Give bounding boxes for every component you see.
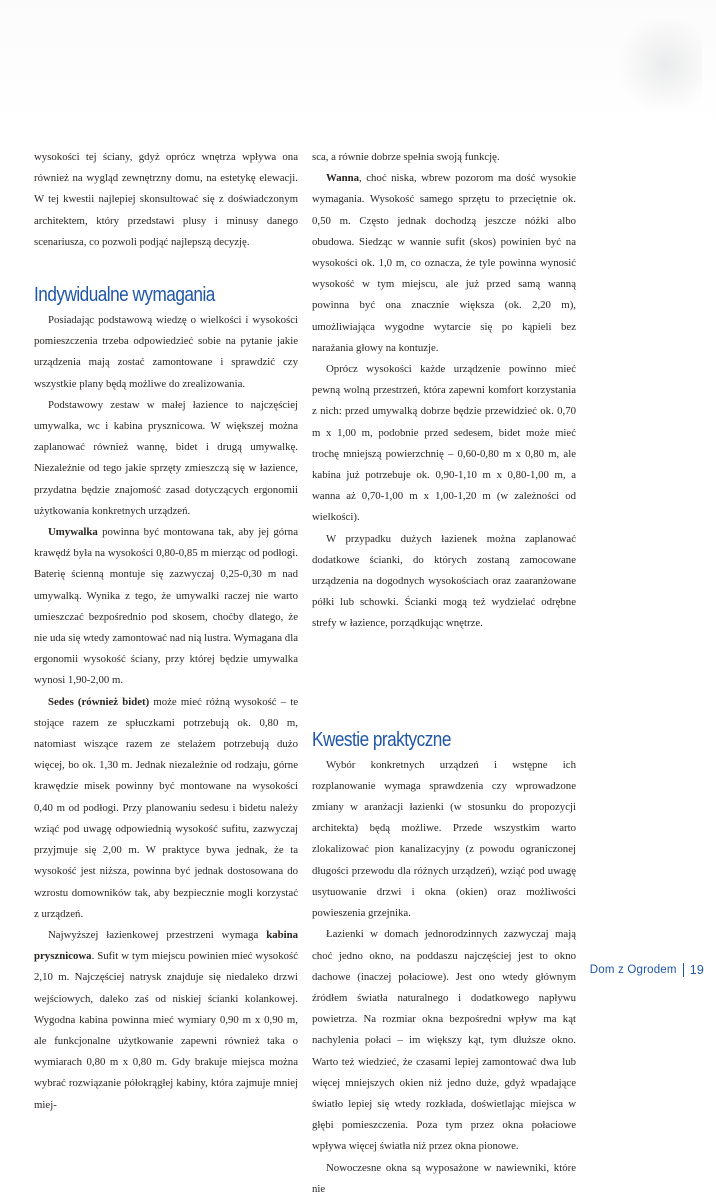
page-footer [590,963,704,977]
footer-divider [683,963,684,977]
bathtub-text: , choć niska, wbrew pozorom ma dość wysokie wymagania. Wysokość samego sprzętu to przeciętnie ok. 0,50 m. Często jednak dochodzą jeszcze nóżki albo obudowa. Siedząc w wannie sufit (skos) powinien być na wysokości ok. 1,0 m, co oznacza, że tyle powinna wynosić wysokość w tym miejscu, ale już przed samą wanną powinna być ona znacznie większa (ok. 2,20 m), umożliwiająca wygodne wytarcie się po kąpieli bez narażania głowy na kontuzje. [312,172,576,354]
magazine-name: Dom z Ogrodem [589,964,677,976]
page-number: 19 [689,963,704,977]
paragraph-windows: Łazienki w domach jednorodzinnych zazwyczaj mają choć jedno okno, na poddaszu najczęściej jest to okno dachowe (inaczej połaciowe). Jest ono wtedy głównym źródłem światła naturalnego i dodatkowego napływu powietrza. Na rozmiar okna bezpośredni wpływ ma kąt nachylenia połaci – im większy kąt, tym dłuższe okno. Warto też wiedzieć, że czasami lepiej zamontować dwa lub więcej mniejszych okien niż jedno duże, gdyż wpadające światło lepiej się wtedy rozkłada, doświetlając miejsca w głębi pomieszczenia. Poza tym przez okna połaciowe wpływa więcej światła niż przez okna pionowe. [312,928,576,1153]
term-toilet: Sedes (również bidet) [48,695,150,708]
toilet-text: może mieć różną wysokość – te stojące razem ze spłuczkami potrzebują ok. 0,80 m, natomiast wiszące razem ze stelażem potrzebują dużo więcej, bo ok. 1,30 m. Jednak niezależnie od rodzaju, górne krawędzie misek powinny być montowane na wysokości 0,40 m od podłogi. Przy planowaniu sedesu i bidetu należy wziąć pod uwagę odpowiednią wysokość sufitu, zazwyczaj przyjmuje się 2,00 m. W praktyce bywa jednak, że ta wysokość jest niższa, powinna być jednak dostosowana do wzrostu domowników tak, aby bezpiecznie mogli korzystać z urządzeń. [34,695,299,920]
paragraph-shower [34,925,298,1116]
term-bathtub: Wanna [326,172,360,185]
term-shower: kabina prysznicowa [34,928,298,963]
paragraph-device-choice: Wybór konkretnych urządzeń i wstępne ich rozplanowanie wymaga sprawdzenia czy wprowadzone zmiany w aranżacji łazienki (w stosunku do propozycji architekta) będą możliwe. Przede wszystkim warto zlokalizować pion kanalizacyjny (z powodu ograniczonej długości przewodu dla różnych urządzeń), wziąć pod uwagę usytuowanie drzwi i okna (okien) oraz możliwości powieszenia grzejnika. [312,758,576,920]
section-heading-practical-issues: Kwestie praktyczne [312,728,451,751]
paragraph-continued-right: sca, a równie dobrze spełnia swoją funkcję. [312,151,500,163]
faded-photo-corner [612,20,702,110]
washbasin-text: powinna być montowana tak, aby jej górna krawędź była na wysokości 0,80-0,85 m mierząc od podłogi. Baterię ścienną montuje się zazwyczaj 0,25-0,30 m nad umywalką. Wynika z tego, że umywalki raczej nie warto umieszczać bezpośrednio pod skosem, choćby dlatego, że nie uda się wtedy zamontować nad nią lustra. Wymagana dla ergonomii wysokość ściany, przy której będzie umywalka wynosi 1,90-2,00 m. [34,526,298,687]
shower-text-intro: Najwyższej łazienkowej przestrzeni wymaga [48,928,267,941]
paragraph-continued: wysokości tej ściany, gdyż oprócz wnętrza wpływa ona również na wygląd zewnętrzny domu, na estetykę elewacji. W tej kwestii najlepiej skonsultować się z doświadczonym architektem, który przedstawi plusy i minusy danego scenariusza, co pozwoli podjąć najlepszą decyzję. [34,151,298,248]
paragraph-modern-windows: Nowoczesne okna są wyposażone w nawiewniki, które nie [312,1161,576,1195]
paragraph-free-space: Oprócz wysokości każde urządzenie powinno mieć pewną wolną przestrzeń, która zapewni komfort korzystania z nich: przed umywalką dobrze będzie przewidzieć ok. 0,70 m x 1,00 m, podobnie przed sedesem, bidet może mieć trochę mniejszą powierzchnię – 0,60-0,80 m x 0,80 m, ale kabina już potrzebuje ok. 0,90-1,10 m x 0,80-1,00 m, a wanna aż 0,70-1,00 m x 1,00-1,20 m (w zależności od wielkości). [312,363,576,524]
paragraph-knowledge: Posiadając podstawową wiedzę o wielkości i wysokości pomieszczenia trzeba odpowiedzieć sobie na pytanie jakie urządzenia mają zostać zamontowane i sprawdzić czy wszystkie plany będą możliwe do zrealizowania. [34,314,298,390]
paragraph-basic-set: Podstawowy zestaw w małej łazience to najczęściej umywalka, wc i kabina prysznicowa. W większej można zaplanować również wannę, bidet i drugą umywalkę. Niezależnie od tego jakie sprzęty zmieszczą się w łazience, przydatna będzie znajomość zasad dotyczących ergonomii użytkowania konkretnych urządzeń. [34,398,298,517]
paragraph-large-bathrooms: W przypadku dużych łazienek można zaplanować dodatkowe ścianki, do których zostaną zamocowane urządzenia na dogodnych wysokościach oraz zaaranżowane półki lub schowki. Ścianki mogą też wydzielać odrębne strefy w łazience, porządkując wnętrze. [312,532,576,630]
section-heading-individual-requirements: Indywidualne wymagania [34,284,215,307]
left-column [34,147,298,1116]
term-washbasin: Umywalka [48,526,98,539]
paragraph-washbasin [34,522,298,692]
right-column [312,147,576,1200]
paragraph-bathtub [312,168,576,359]
top-image-fade [0,0,716,130]
paragraph-toilet [34,692,298,925]
shower-text: . Sufit w tym miejscu powinien mieć wysokość 2,10 m. Najczęściej natrysk znajduje się niedaleko drzwi wejściowych, daleko zaś od niskiej ścianki kolankowej. Wygodna kabina powinna mieć wymiary 0,90 m x 0,90 m, ale funkcjonalne użytkowanie zapewni również taka o wymiarach 0,80 m x 0,80 m. Gdy brakuje miejsca można wybrać rozwiązanie półokrągłej kabiny, która zajmuje mniej miej- [34,950,298,1111]
